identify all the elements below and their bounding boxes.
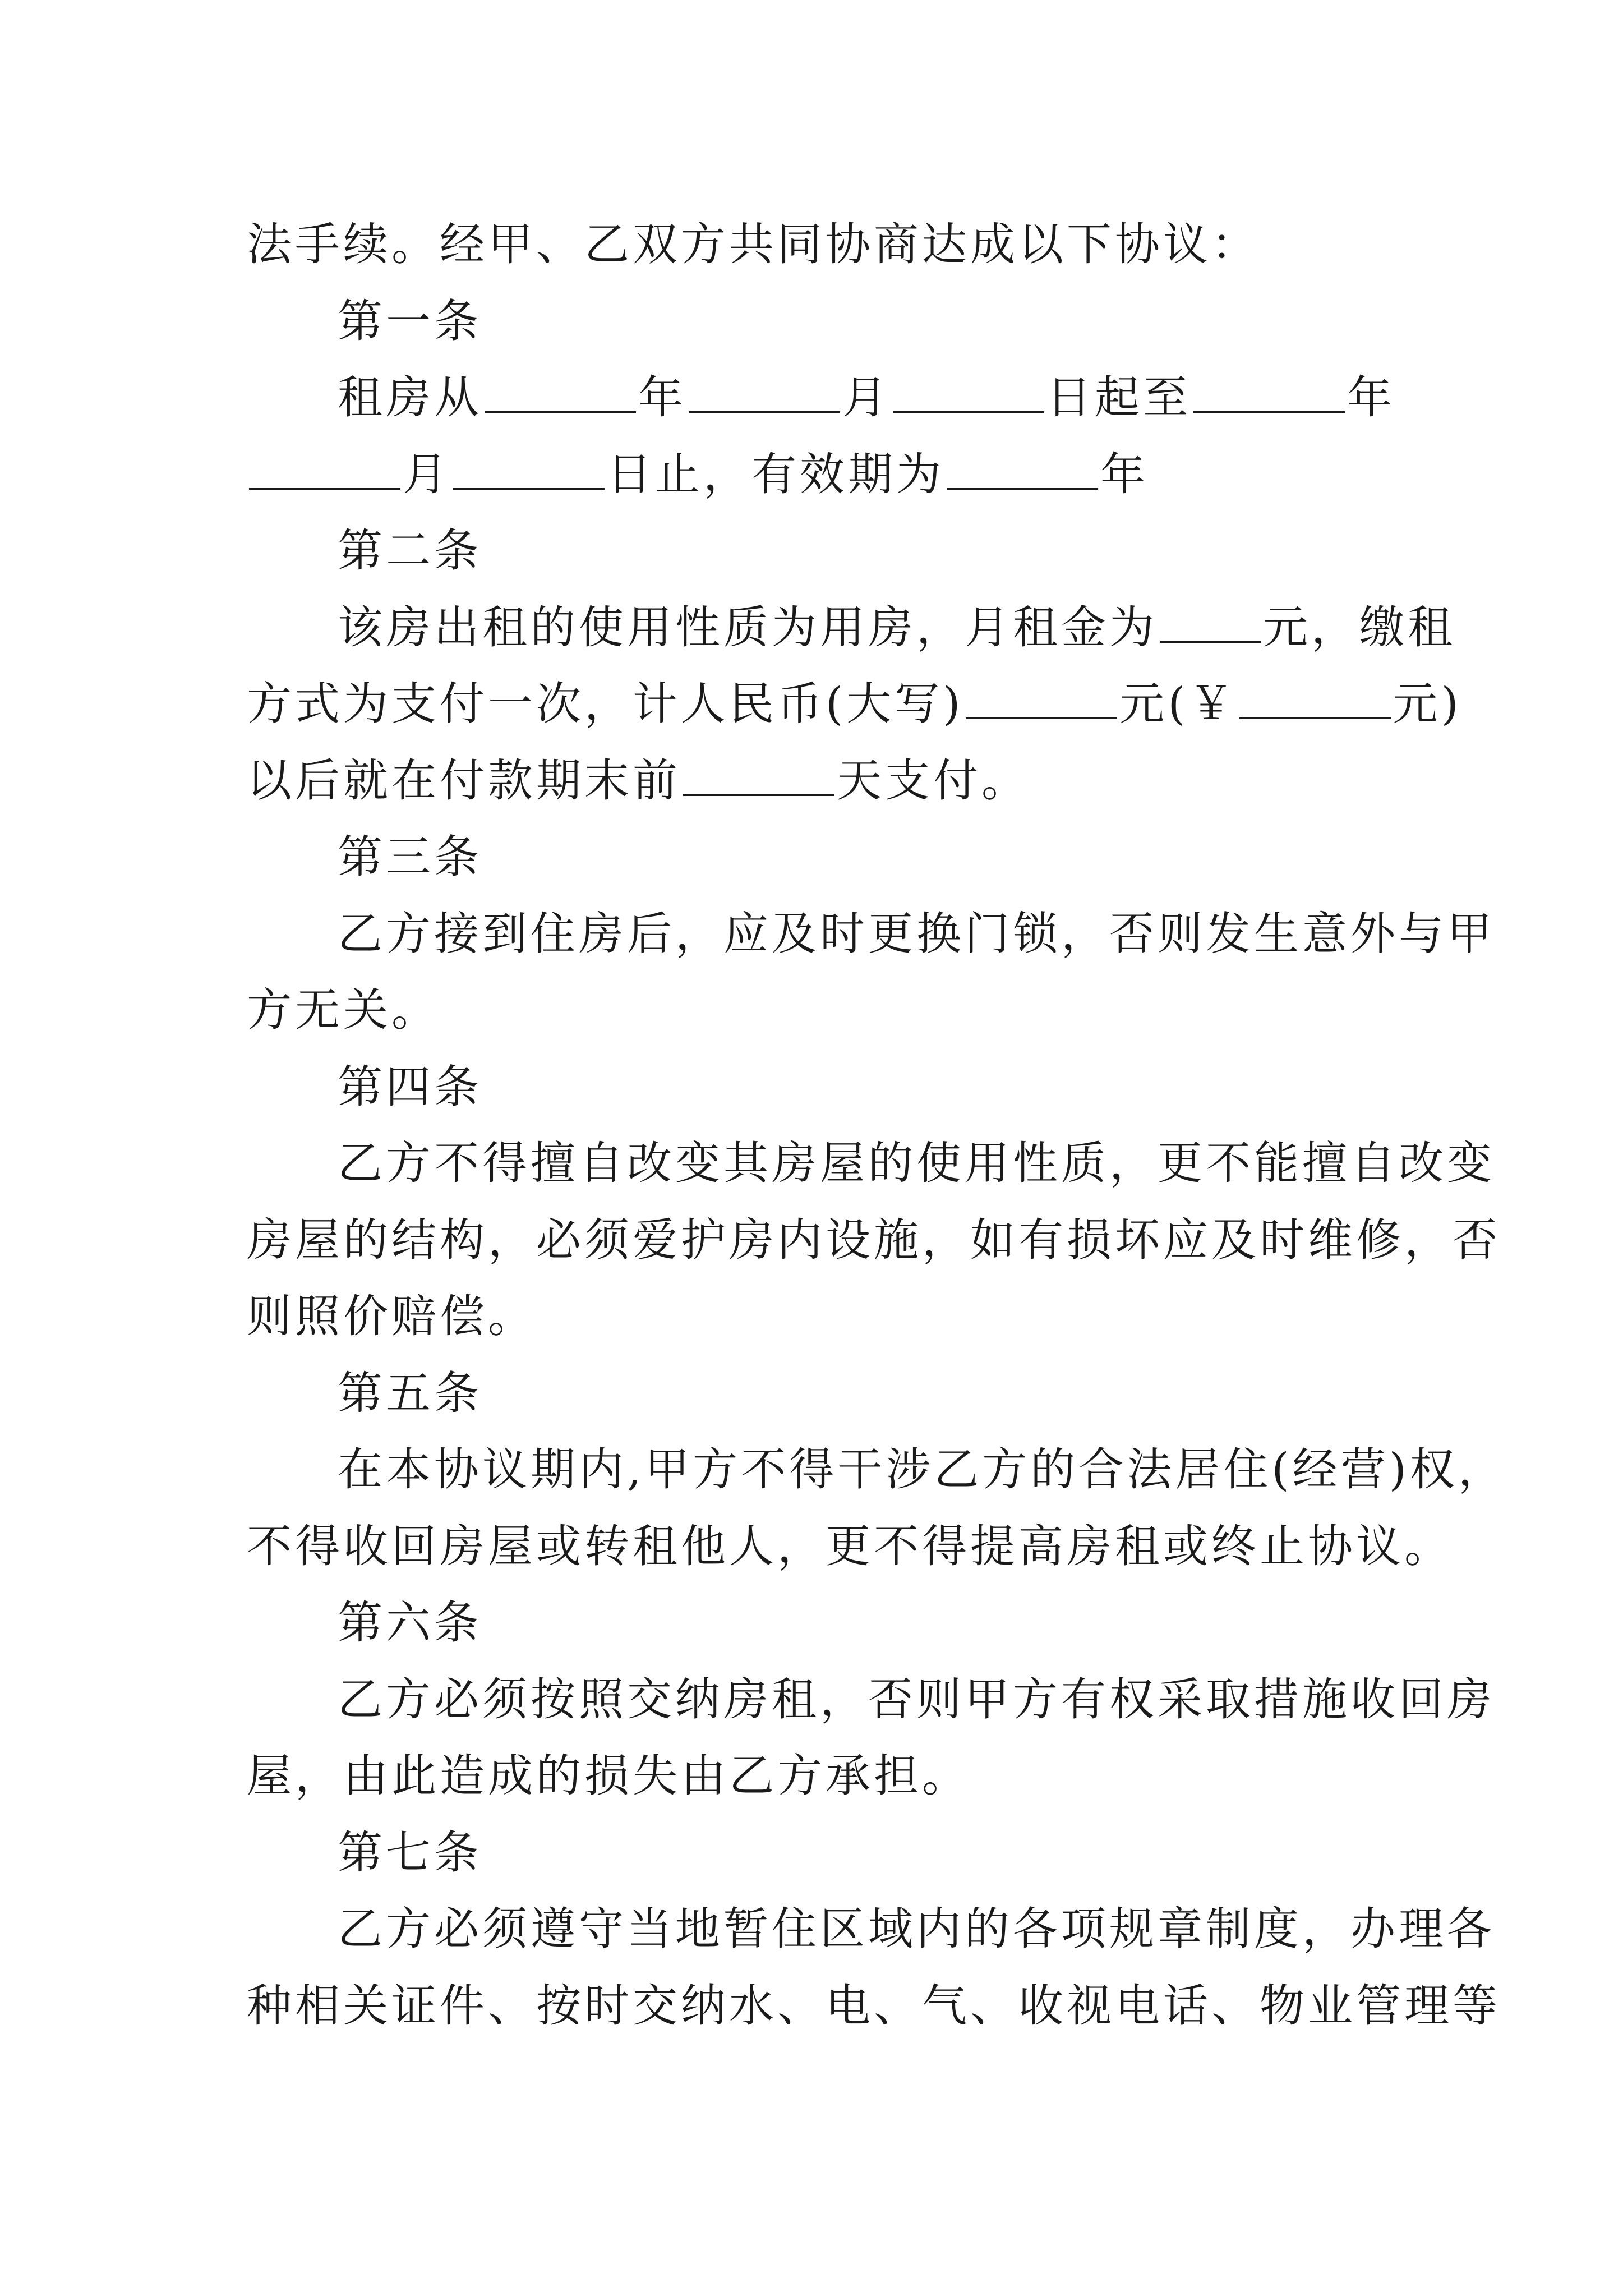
blank-field	[453, 449, 605, 490]
article-4-line-1: 乙方不得擅自改变其房屋的使用性质，更不能擅自改变	[338, 1137, 1495, 1189]
article-2-line-3	[247, 743, 1385, 820]
article-6-heading: 第六条	[338, 1596, 482, 1649]
rent-unit-text: 元，缴租	[1263, 601, 1456, 654]
blank-field	[893, 372, 1044, 413]
blank-field	[1193, 372, 1345, 413]
article-7-line-2: 种相关证件、按时交纳水、电、气、收视电话、物业管理等	[247, 1979, 1501, 2032]
blank-field	[947, 449, 1098, 490]
day-from-text: 日起至	[1046, 371, 1191, 424]
blank-field	[689, 372, 840, 413]
amount-close-text: 元)	[1393, 678, 1462, 730]
year-text: 年	[638, 371, 686, 424]
article-4-line-3: 则照价赔偿。	[247, 1290, 536, 1342]
blank-field	[683, 755, 834, 796]
intro-line: 法手续。经甲、乙双方共同协商达成以下协议：	[247, 218, 1260, 270]
article-5-heading: 第五条	[338, 1366, 482, 1419]
article-7-line-1: 乙方必须遵守当地暂住区域内的各项规章制度，办理各	[338, 1903, 1495, 1955]
amount-yuan-text: 元(￥	[1119, 678, 1237, 730]
article-4-line-2: 房屋的结构，必须爱护房内设施，如有损坏应及时维修，否	[247, 1213, 1501, 1266]
article-6-line-2: 屋，由此造成的损失由乙方承担。	[247, 1750, 970, 1802]
payment-deadline-text: 以后就在付款期末前	[247, 754, 681, 807]
article-7-heading: 第七条	[338, 1826, 482, 1879]
term-start-text: 租房从	[338, 371, 482, 424]
article-3-heading: 第三条	[338, 831, 482, 883]
blank-field	[1239, 678, 1391, 719]
validity-text: 日止，有效期为	[607, 448, 944, 500]
article-2-line-1	[247, 590, 1456, 666]
article-4-heading: 第四条	[338, 1060, 482, 1113]
year-text: 年	[1347, 371, 1395, 424]
blank-field	[485, 372, 636, 413]
rent-usage-text: 该房出租的使用性质为用房，月租金为	[338, 601, 1158, 654]
payment-method-text: 方式为支付一次，计人民币(大写)	[247, 678, 964, 730]
contract-body	[247, 206, 1506, 2044]
article-3-line-2: 方无关。	[247, 984, 440, 1036]
month-text: 月	[842, 371, 891, 424]
article-2-line-2	[247, 666, 1462, 743]
month-text: 月	[403, 448, 451, 500]
article-1-line-1	[247, 360, 1395, 436]
article-6-line-1: 乙方必须按照交纳房租，否则甲方有权采取措施收回房	[338, 1673, 1495, 1726]
article-3-line-1: 乙方接到住房后，应及时更换门锁，否则发生意外与甲	[338, 907, 1495, 960]
days-pay-text: 天支付。	[837, 754, 1030, 807]
article-2-heading: 第二条	[338, 524, 482, 577]
article-1-line-2	[247, 436, 1385, 513]
blank-field	[966, 678, 1117, 719]
article-5-line-2: 不得收回房屋或转租他人，更不得提高房租或终止协议。	[247, 1520, 1453, 1572]
article-1-heading: 第一条	[338, 295, 482, 347]
article-5-line-1: 在本协议期内,甲方不得干涉乙方的合法居住(经营)权，	[338, 1443, 1506, 1496]
blank-field	[249, 449, 400, 490]
blank-field	[1160, 602, 1261, 643]
year-text: 年	[1100, 448, 1149, 500]
